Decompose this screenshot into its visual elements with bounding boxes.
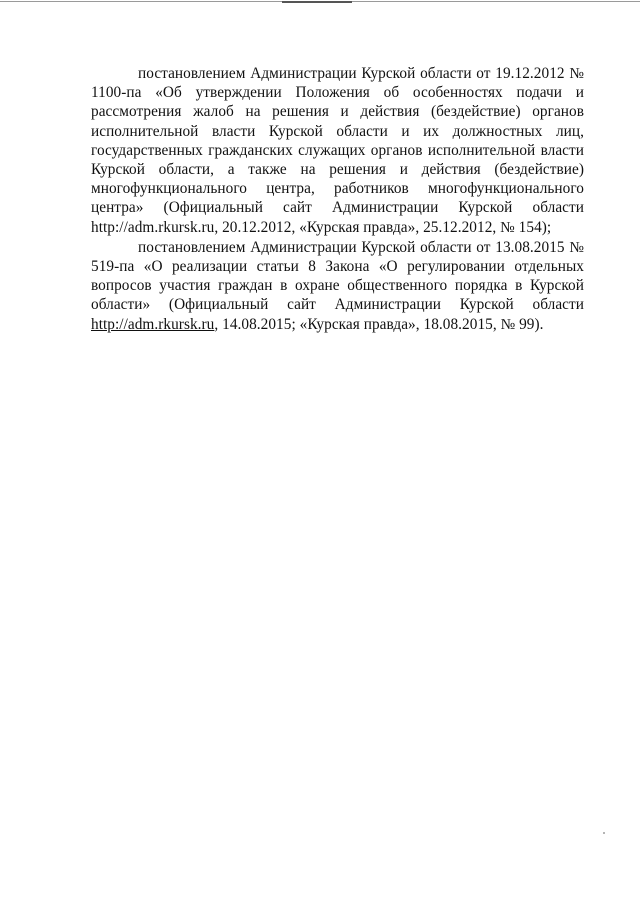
paragraph-text-before-link: постановлением Администрации Курской области от 13.08.2015 № 519-па «О реализации статьи 8 Закона «О регулировании отдельных вопросов участия граждан в охране общественного порядка в Курской области» (Официальный сайт Администрации Курской области	[91, 238, 584, 314]
scan-speck	[603, 832, 605, 834]
paragraph-resolution-1100: постановлением Администрации Курской области от 19.12.2012 № 1100-па «Об утверждении Положения об особенностях подачи и рассмотрения жалоб на решения и действия (бездействие) органов исполнительной власти Курской области и их должностных лиц, государственных гражданских служащих органов исполнительной власти Курской области, а также на решения и действия (бездействие) многофункционального центра, работников многофункционального центра» (Официальный сайт Администрации Курской области http://adm.rkursk.ru, 20.12.2012, «Курская правда», 25.12.2012, № 154);	[91, 65, 584, 236]
document-body	[91, 64, 584, 334]
website-link[interactable]: http://adm.rkursk.ru	[91, 315, 215, 333]
paragraph-text-after-link: , 14.08.2015; «Курская правда», 18.08.2015, № 99).	[214, 315, 544, 333]
top-edge-rule-mark	[282, 1, 352, 3]
paragraph-resolution-519	[91, 238, 584, 334]
